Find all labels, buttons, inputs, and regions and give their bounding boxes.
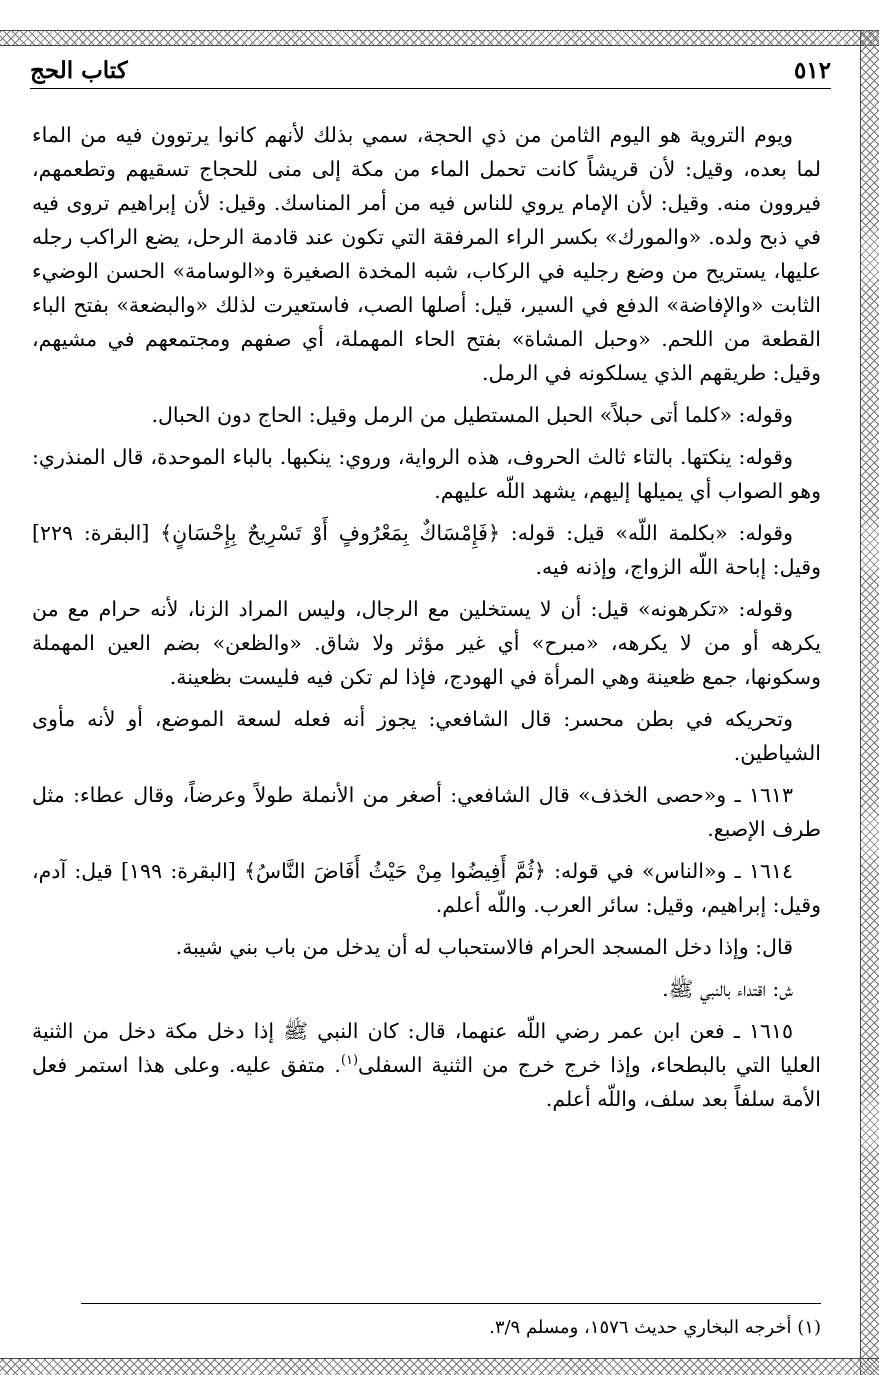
paragraph-9: قال: وإذا دخل المسجد الحرام فالاستحباب له أن يدخل من باب بني شيبة. [175,935,793,959]
page-body [32,118,821,1124]
paragraph-5: وقوله: «تكرهونه» قيل: أن لا يستخلين مع الرجال، وليس المراد الزنا، لأنه حرام مع من يكرهه أو من لا يكرهه، «مبرح» أي غير مؤثر ولا شاق. «والظعن» بضم العين المهملة وسكونها، جمع ظعينة وهي المرأة في الهودج، فإذا لم تكن فيه فليست بظعينة. [32,597,821,689]
paragraph-1: ويوم التروية هو اليوم الثامن من ذي الحجة، سمي بذلك لأنهم كانوا يرتوون فيه من الماء لما بعده، وقيل: لأن قريشاً كانت تحمل الماء من مكة إلى منى للحجاج تسقيهم وتطعمهم، فيروون منه. وقيل: لأن الإمام يروي للناس فيه من أمر المناسك. وقيل: لأن إبراهيم تروى فيه في ذبح ولده. «والمورك» بكسر الراء المرفقة التي تكون عند قادمة الرحل، يضع الراكب رجله عليها، يستريح من وضع رجليه في الركاب، شبه المخدة الصغيرة و«الوسامة» الحسن الوضيء الثابت «والإفاضة» الدفع في السير، قيل: أصلها الصب، فاستعيرت لذلك «والبضعة» بفتح الباء القطعة من اللحم. «وحبل المشاة» بفتح الحاء المهملة، أي صفهم ومجتمعهم في مشيهم، وقيل: طريقهم الذي يسلكونه في الرمل. [32,123,821,385]
paragraph-2: وقوله: «كلما أتى حبلاً» الحبل المستطيل من الرمل وقيل: الحاج دون الحبال. [151,403,793,427]
page-header [30,52,831,89]
footnote-marker: (١) [340,1053,359,1069]
bottom-ornamental-border [0,1358,879,1375]
right-ornamental-border [860,30,879,1375]
paragraph-11-text: ١٦١٥ ـ فعن ابن عمر رضي اللّه عنهما، قال: كان النبي ﷺ إذا دخل مكة دخل من الثنية العليا التي بالبطحاء، وإذا خرج خرج من الثنية السفلى [32,1019,822,1077]
paragraph-6: وتحريكه في بطن محسر: قال الشافعي: يجوز أنه فعله لسعة الموضع، أو لأنه مأوى الشياطين. [32,707,821,765]
page-number: ٥١٢ [793,56,831,84]
paragraph-10: ش: اقتداء بالنبي ﷺ. [662,977,793,1001]
footnote-divider [81,1303,821,1304]
footnote: (١) أخرجه البخاري حديث ١٥٧٦، ومسلم ٣/٩. [489,1317,821,1338]
paragraph-11 [32,1014,821,1116]
top-ornamental-border [0,30,879,46]
paragraph-11-tail: . متفق عليه. وعلى هذا استمر فعل الأمة سلفاً بعد سلف، واللّه أعلم. [32,1053,821,1111]
book-title: كتاب الحج [30,56,128,84]
paragraph-4: وقوله: «بكلمة اللّه» قيل: قوله: ﴿فَإِمْسَاكٌ بِمَعْرُوفٍ أَوْ تَسْرِيحٌ بِإِحْسَانٍ﴾ [البقرة: ٢٢٩] وقيل: إباحة اللّه الزواج، وإذنه فيه. [32,521,821,579]
paragraph-8: ١٦١٤ ـ و«الناس» في قوله: ﴿ثُمَّ أَفِيضُوا مِنْ حَيْثُ أَفَاضَ النَّاسُ﴾ [البقرة: ١٩٩] قيل: آدم، وقيل: إبراهيم، وقيل: سائر العرب. واللّه أعلم. [32,859,821,917]
paragraph-7: ١٦١٣ ـ و«حصى الخذف» قال الشافعي: أصغر من الأنملة طولاً وعرضاً، وقال عطاء: مثل طرف الإصبع. [32,783,821,841]
paragraph-3: وقوله: ينكتها. بالتاء ثالث الحروف، هذه الرواية، وروي: ينكبها. بالباء الموحدة، قال المنذري: وهو الصواب أي يميلها إليهم، يشهد اللّه عليهم. [32,445,821,503]
